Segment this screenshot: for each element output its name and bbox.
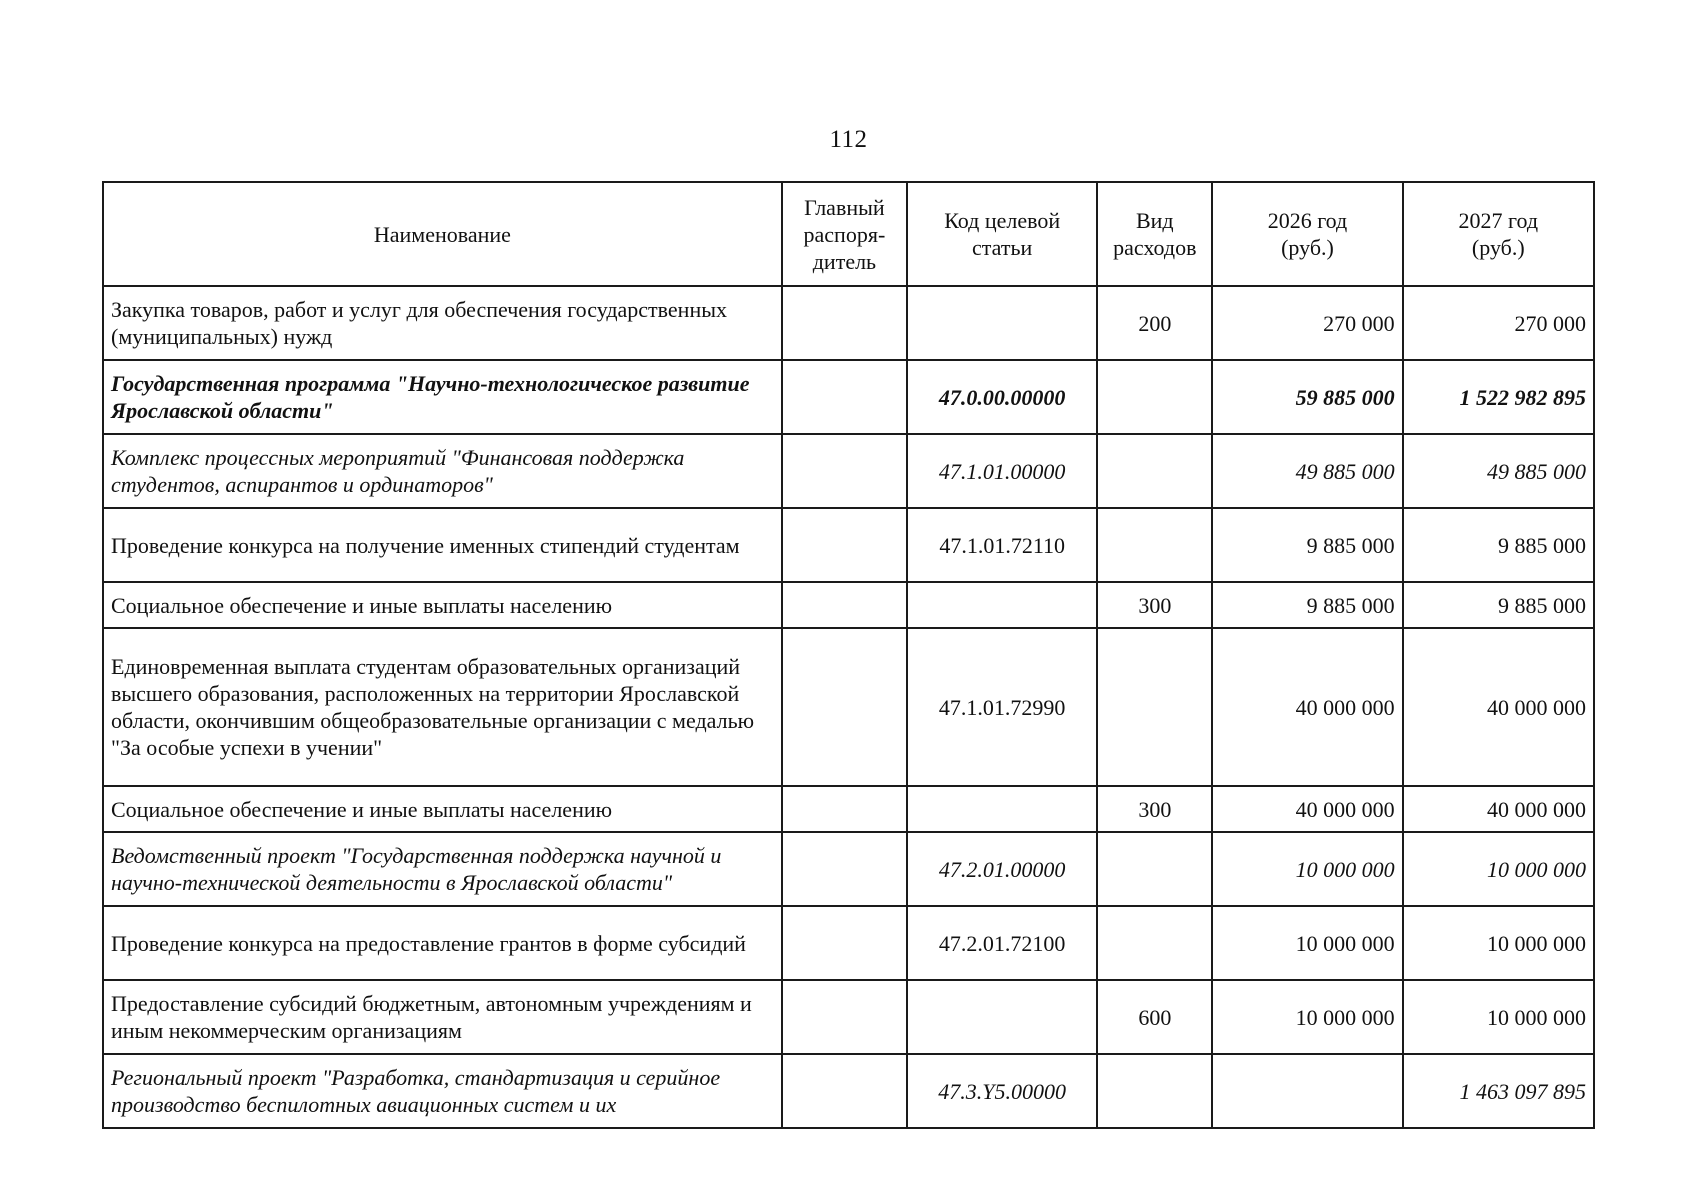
cell-code xyxy=(907,286,1097,360)
cell-2027: 270 000 xyxy=(1403,286,1594,360)
cell-expense-type xyxy=(1097,508,1212,582)
header-year-2026: 2026 год (руб.) xyxy=(1212,182,1402,286)
cell-manager xyxy=(782,1054,907,1128)
cell-name: Проведение конкурса на получение именных стипендий студентам xyxy=(103,508,782,582)
cell-expense-type xyxy=(1097,906,1212,980)
table-row xyxy=(103,832,1594,906)
header-code: Код целевой статьи xyxy=(907,182,1097,286)
table-header xyxy=(103,182,1594,286)
cell-2026: 270 000 xyxy=(1212,286,1402,360)
cell-name: Государственная программа "Научно-технологическое развитие Ярославской области" xyxy=(103,360,782,434)
table-row xyxy=(103,508,1594,582)
cell-2026 xyxy=(1212,1054,1402,1128)
cell-2027: 10 000 000 xyxy=(1403,832,1594,906)
budget-table xyxy=(102,181,1595,1129)
cell-2027: 40 000 000 xyxy=(1403,628,1594,786)
cell-name: Единовременная выплата студентам образовательных организаций высшего образования, расположенных на территории Ярославской области, окончившим общеобразовательные организации с медалью "За особые успехи в учении" xyxy=(103,628,782,786)
header-expense-type: Вид расходов xyxy=(1097,182,1212,286)
cell-expense-type xyxy=(1097,628,1212,786)
cell-2026: 10 000 000 xyxy=(1212,980,1402,1054)
cell-2026: 10 000 000 xyxy=(1212,906,1402,980)
cell-expense-type xyxy=(1097,434,1212,508)
cell-manager xyxy=(782,286,907,360)
cell-2026: 9 885 000 xyxy=(1212,508,1402,582)
cell-expense-type xyxy=(1097,360,1212,434)
cell-name: Региональный проект "Разработка, стандартизация и серийное производство беспилотных авиационных систем и их xyxy=(103,1054,782,1128)
cell-2026: 40 000 000 xyxy=(1212,786,1402,832)
table-row xyxy=(103,980,1594,1054)
table-row xyxy=(103,906,1594,980)
cell-2027: 40 000 000 xyxy=(1403,786,1594,832)
cell-expense-type: 200 xyxy=(1097,286,1212,360)
cell-name: Комплекс процессных мероприятий "Финансовая поддержка студентов, аспирантов и ординаторов" xyxy=(103,434,782,508)
cell-manager xyxy=(782,832,907,906)
cell-code: 47.2.01.00000 xyxy=(907,832,1097,906)
cell-2027: 9 885 000 xyxy=(1403,508,1594,582)
cell-name: Социальное обеспечение и иные выплаты населению xyxy=(103,582,782,628)
cell-manager xyxy=(782,360,907,434)
table-row xyxy=(103,286,1594,360)
cell-code xyxy=(907,582,1097,628)
cell-manager xyxy=(782,980,907,1054)
cell-2026: 40 000 000 xyxy=(1212,628,1402,786)
cell-code: 47.1.01.72990 xyxy=(907,628,1097,786)
cell-code: 47.2.01.72100 xyxy=(907,906,1097,980)
cell-expense-type xyxy=(1097,832,1212,906)
cell-2027: 1 463 097 895 xyxy=(1403,1054,1594,1128)
header-year-2027: 2027 год (руб.) xyxy=(1403,182,1594,286)
cell-2026: 10 000 000 xyxy=(1212,832,1402,906)
header-manager: Главный распоря- дитель xyxy=(782,182,907,286)
cell-manager xyxy=(782,786,907,832)
cell-2027: 10 000 000 xyxy=(1403,980,1594,1054)
table-row xyxy=(103,628,1594,786)
cell-manager xyxy=(782,582,907,628)
table-row xyxy=(103,582,1594,628)
cell-code: 47.1.01.00000 xyxy=(907,434,1097,508)
table-row xyxy=(103,1054,1594,1128)
cell-code xyxy=(907,980,1097,1054)
table-row xyxy=(103,434,1594,508)
table-row xyxy=(103,360,1594,434)
cell-2027: 1 522 982 895 xyxy=(1403,360,1594,434)
cell-name: Закупка товаров, работ и услуг для обеспечения государственных (муниципальных) нужд xyxy=(103,286,782,360)
cell-manager xyxy=(782,434,907,508)
cell-name: Социальное обеспечение и иные выплаты населению xyxy=(103,786,782,832)
cell-name: Предоставление субсидий бюджетным, автономным учреждениям и иным некоммерческим организациям xyxy=(103,980,782,1054)
page-number: 112 xyxy=(829,126,868,153)
cell-expense-type: 300 xyxy=(1097,582,1212,628)
cell-code: 47.3.Y5.00000 xyxy=(907,1054,1097,1128)
cell-name: Ведомственный проект "Государственная поддержка научной и научно-технической деятельности в Ярославской области" xyxy=(103,832,782,906)
cell-2026: 49 885 000 xyxy=(1212,434,1402,508)
cell-2026: 9 885 000 xyxy=(1212,582,1402,628)
cell-2027: 10 000 000 xyxy=(1403,906,1594,980)
cell-code: 47.1.01.72110 xyxy=(907,508,1097,582)
cell-2027: 9 885 000 xyxy=(1403,582,1594,628)
cell-expense-type: 600 xyxy=(1097,980,1212,1054)
cell-2026: 59 885 000 xyxy=(1212,360,1402,434)
cell-manager xyxy=(782,628,907,786)
cell-2027: 49 885 000 xyxy=(1403,434,1594,508)
table-row xyxy=(103,786,1594,832)
header-name: Наименование xyxy=(103,182,782,286)
table-body xyxy=(103,286,1594,1128)
cell-manager xyxy=(782,508,907,582)
header-row xyxy=(103,182,1594,286)
cell-manager xyxy=(782,906,907,980)
cell-code: 47.0.00.00000 xyxy=(907,360,1097,434)
cell-expense-type: 300 xyxy=(1097,786,1212,832)
cell-expense-type xyxy=(1097,1054,1212,1128)
cell-name: Проведение конкурса на предоставление грантов в форме субсидий xyxy=(103,906,782,980)
cell-code xyxy=(907,786,1097,832)
